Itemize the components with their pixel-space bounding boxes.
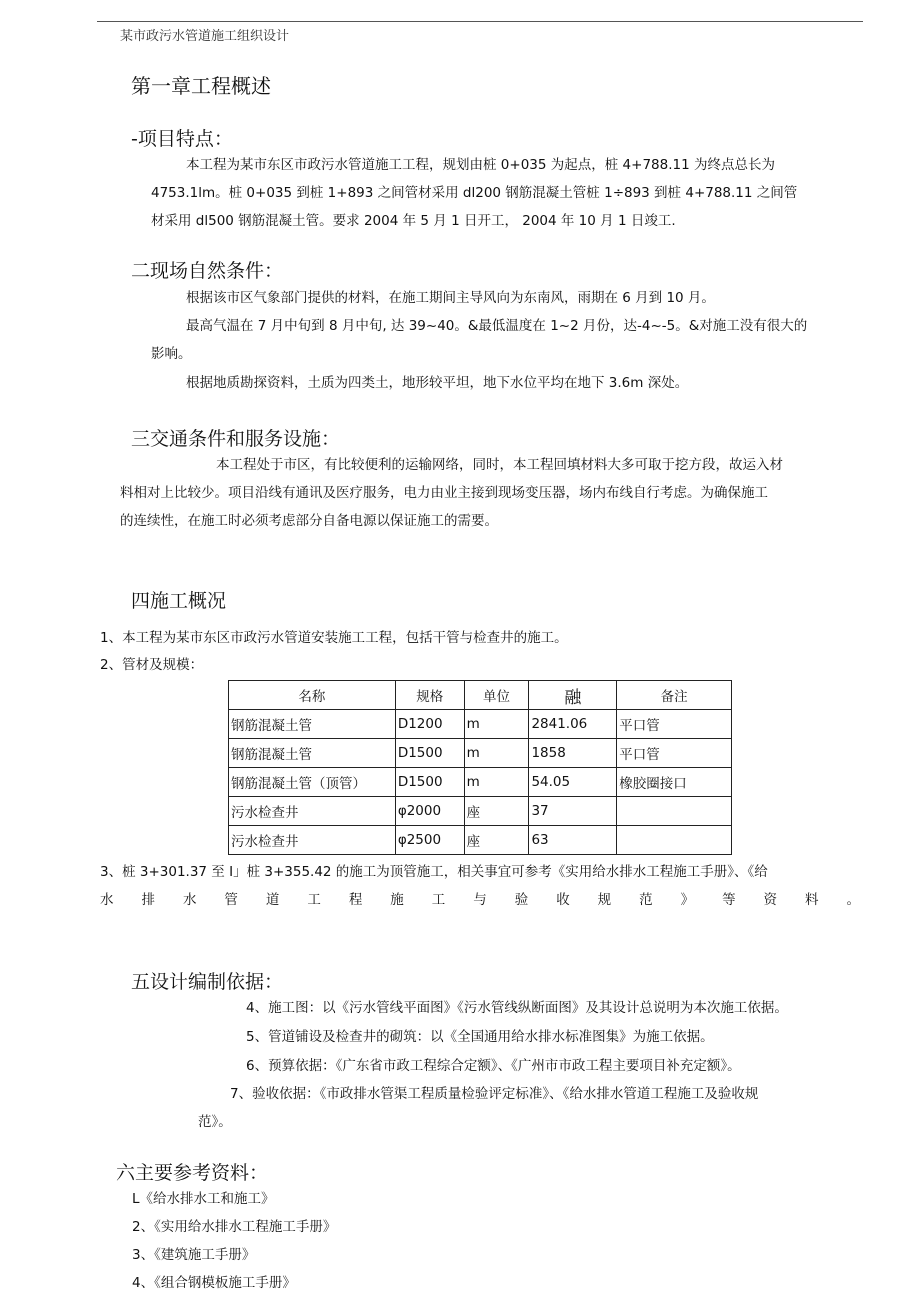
reference-item-3: 3、《建筑施工手册》 [132, 1247, 256, 1263]
table-cell: D1500 [395, 768, 464, 797]
table-cell: 钢筋混凝土管 [229, 739, 396, 768]
table-header-row [229, 681, 732, 710]
section-2-line-1: 根据该市区气象部门提供的材料，在施工期间主导风向为东南风，雨期在 6 月到 10 月。 [186, 290, 715, 306]
table-cell: 座 [464, 826, 529, 855]
table-row [229, 739, 732, 768]
section-6-title: 六主要参考资料： [116, 1162, 269, 1184]
table-cell: 污水检查井 [229, 797, 396, 826]
table-cell: 平口管 [617, 710, 732, 739]
section-4-item-3-line-1: 3、桩 3+301.37 至 I」桩 3+355.42 的施工为顶管施工，相关事宜可参考《实用给水排水工程施工手册》、《给 [100, 864, 768, 880]
table-cell: 橡胶圈接口 [617, 768, 732, 797]
section-2-line-2: 最高气温在 7 月中旬到 8 月中旬, 达 39~40。&最低温度在 1~2 月份，达-4~-5。&对施工没有很大的 [186, 318, 808, 334]
column-header: 单位 [464, 681, 529, 710]
section-4-item-1: 1、本工程为某市东区市政污水管道安装施工工程，包括干管与检查井的施工。 [100, 630, 568, 646]
section-5-item-4: 4、施工图：以《污水管线平面图》《污水管线纵断面图》及其设计总说明为本次施工依据。 [246, 1000, 788, 1016]
table-row [229, 797, 732, 826]
section-2-line-3: 影响。 [151, 346, 192, 362]
table-cell: 污水检查井 [229, 826, 396, 855]
table-cell: φ2000 [395, 797, 464, 826]
reference-item-4: 4、《组合钢模板施工手册》 [132, 1275, 296, 1291]
reference-item-2: 2、《实用给水排水工程施工手册》 [132, 1219, 337, 1235]
section-4-item-3-line-2: 水排水管道工程施工与验收规范》等资料。 [100, 892, 860, 908]
section-1-title: -项目特点： [131, 128, 233, 150]
column-header: 名称 [229, 681, 396, 710]
section-3-line-2: 料相对上比较少。项目沿线有通讯及医疗服务，电力由业主接到现场变压器，场内布线自行考虑。为确保施工 [120, 485, 768, 501]
section-1-line-3: 材采用 dl500 钢筋混凝土管。要求 2004 年 5 月 1 日开工， 2004 年 10 月 1 日竣工. [151, 213, 676, 229]
section-4-item-2: 2、管材及规模： [100, 657, 204, 673]
table-cell: D1200 [395, 710, 464, 739]
table-cell: 2841.06 [529, 710, 617, 739]
table-row [229, 768, 732, 797]
header-rule [97, 21, 863, 22]
table-cell: 37 [529, 797, 617, 826]
pipe-spec-table [228, 680, 732, 855]
table-row [229, 710, 732, 739]
table-cell: 54.05 [529, 768, 617, 797]
section-1-line-2: 4753.1lm。桩 0+035 到桩 1+893 之间管材采用 dl200 钢筋混凝土管桩 1÷893 到桩 4+788.11 之间管 [151, 185, 798, 201]
section-1-line-1: 本工程为某市东区市政污水管道施工工程，规划由桩 0+035 为起点，桩 4+788.11 为终点总长为 [186, 157, 775, 173]
section-3-line-1: 本工程处于市区，有比较便利的运输网络，同时，本工程回填材料大多可取于挖方段，故运入材 [216, 457, 783, 473]
table-cell: 座 [464, 797, 529, 826]
column-header: 融 [529, 681, 617, 710]
table-cell: D1500 [395, 739, 464, 768]
section-3-title: 三交通条件和服务设施： [131, 428, 341, 450]
section-5-item-5: 5、管道铺设及检查井的砌筑：以《全国通用给水排水标准图集》为施工依据。 [246, 1029, 714, 1045]
table-cell: 钢筋混凝土管（顶管） [229, 768, 396, 797]
section-2-title: 二现场自然条件： [131, 260, 284, 282]
table-row [229, 826, 732, 855]
section-3-line-3: 的连续性，在施工时必须考虑部分自备电源以保证施工的需要。 [120, 513, 498, 529]
section-5-item-6: 6、预算依据：《广东省市政工程综合定额》、《广州市市政工程主要项目补充定额》。 [246, 1058, 741, 1074]
table-cell [617, 826, 732, 855]
table-cell: 63 [529, 826, 617, 855]
chapter-title: 第一章工程概述 [131, 74, 271, 98]
running-header: 某市政污水管道施工组织设计 [120, 29, 290, 44]
table-cell: 1858 [529, 739, 617, 768]
column-header: 规格 [395, 681, 464, 710]
table-cell: m [464, 768, 529, 797]
section-5-title: 五设计编制依据： [131, 971, 284, 993]
table-cell: 平口管 [617, 739, 732, 768]
reference-item-1: L《给水排水工和施工》 [132, 1191, 275, 1207]
column-header: 备注 [617, 681, 732, 710]
table-cell: φ2500 [395, 826, 464, 855]
section-2-line-4: 根据地质勘探资料，土质为四类土，地形较平坦，地下水位平均在地下 3.6m 深处。 [186, 375, 689, 391]
table-cell: 钢筋混凝土管 [229, 710, 396, 739]
section-5-item-7-cont: 范》。 [198, 1114, 232, 1130]
section-5-item-7: 7、验收依据：《市政排水管渠工程质量检验评定标准》、《给水排水管道工程施工及验收规 [230, 1086, 759, 1102]
section-4-title: 四施工概况 [131, 590, 227, 612]
table-cell: m [464, 739, 529, 768]
table-cell: m [464, 710, 529, 739]
table-cell [617, 797, 732, 826]
